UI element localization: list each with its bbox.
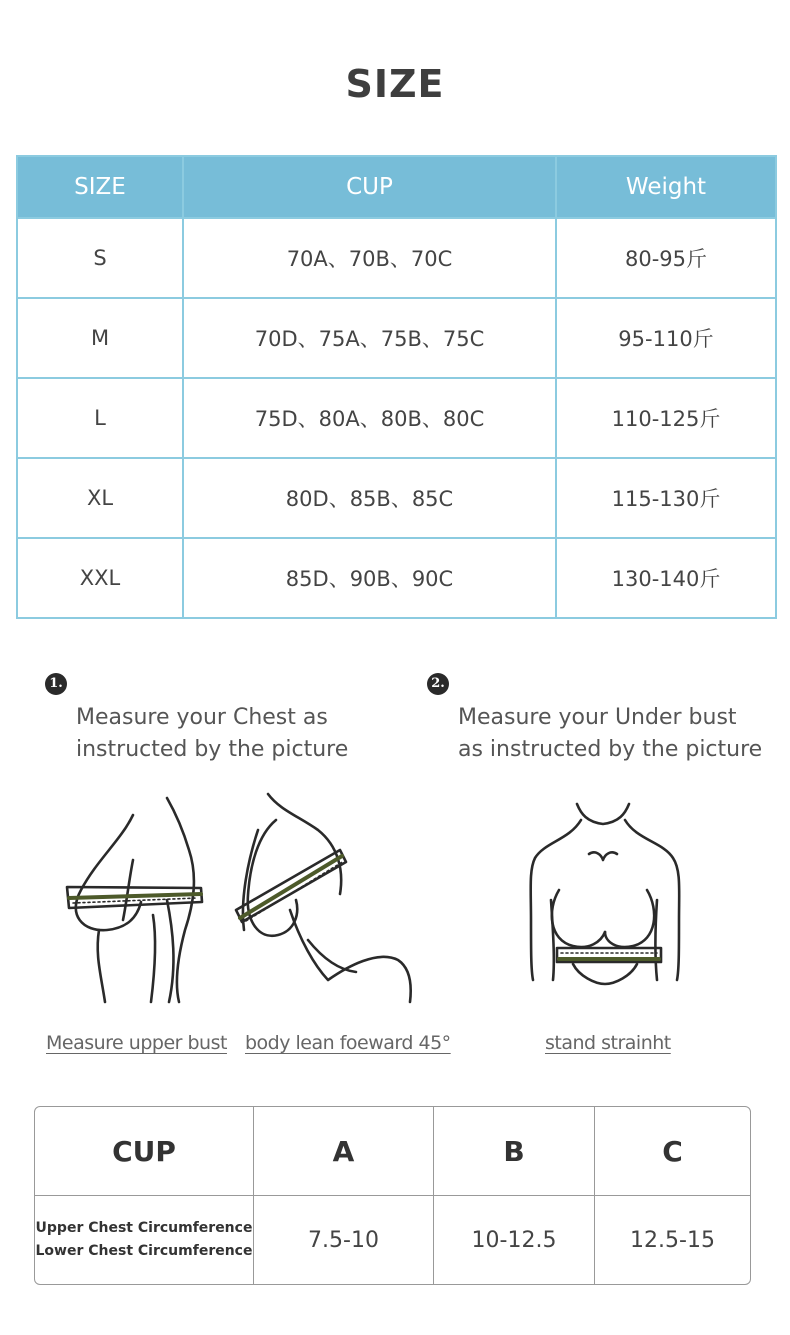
page-title: SIZE — [345, 62, 445, 106]
size-cell: XL — [17, 458, 183, 538]
cup-b-header: B — [434, 1107, 595, 1196]
weight-cell: 95-110斤 — [556, 298, 776, 378]
cup-value-row — [35, 1196, 750, 1284]
step-2-instructions — [458, 702, 762, 766]
cup-column-header: CUP — [183, 156, 556, 218]
cup-header-label: CUP — [35, 1107, 254, 1196]
caption-measure-upper-bust: Measure upper bust — [46, 1032, 227, 1054]
weight-column-header: Weight — [556, 156, 776, 218]
step-2-line-2: as instructed by the picture — [458, 737, 763, 762]
cup-header-row — [35, 1107, 750, 1196]
cup-cell: 70A、70B、70C — [183, 218, 556, 298]
upper-bust-illustration — [55, 790, 220, 1010]
step-1-line-2: instructed by the picture — [76, 737, 349, 762]
cup-b-value: 10-12.5 — [434, 1196, 595, 1284]
cup-c-value: 12.5-15 — [630, 1227, 715, 1253]
lower-chest-label: Lower Chest Circumference — [35, 1243, 253, 1259]
under-bust-illustration — [525, 800, 695, 1000]
size-cell: S — [17, 218, 183, 298]
upper-chest-label: Upper Chest Circumference — [35, 1220, 253, 1236]
cup-difference-table — [34, 1106, 751, 1285]
caption-body-lean-forward: body lean foeward 45° — [245, 1032, 451, 1054]
size-cell: L — [17, 378, 183, 458]
weight-cell: 110-125斤 — [556, 378, 776, 458]
table-row — [17, 218, 776, 298]
cup-c-header: C — [595, 1107, 750, 1196]
size-cell: M — [17, 298, 183, 378]
cup-cell: 85D、90B、90C — [183, 538, 556, 618]
cup-cell: 75D、80A、80B、80C — [183, 378, 556, 458]
size-chart-table — [16, 155, 777, 619]
table-row — [17, 378, 776, 458]
weight-cell: 130-140斤 — [556, 538, 776, 618]
cup-a-value: 7.5-10 — [254, 1196, 434, 1284]
table-row — [17, 458, 776, 538]
cup-cell: 70D、75A、75B、75C — [183, 298, 556, 378]
circumference-difference-label — [35, 1196, 254, 1284]
cup-a-header: A — [254, 1107, 434, 1196]
lean-forward-illustration — [228, 790, 418, 1010]
step-1-badge: 1. — [45, 673, 67, 695]
size-column-header: SIZE — [17, 156, 183, 218]
step-1-instructions — [76, 702, 348, 766]
cup-cell: 80D、85B、85C — [183, 458, 556, 538]
table-row — [17, 538, 776, 618]
weight-cell: 115-130斤 — [556, 458, 776, 538]
step-2-line-1: Measure your Under bust — [458, 705, 737, 730]
size-table-header-row — [17, 156, 776, 218]
weight-cell: 80-95斤 — [556, 218, 776, 298]
table-row — [17, 298, 776, 378]
caption-stand-straight: stand strainht — [545, 1032, 671, 1054]
step-2-badge: 2. — [427, 673, 449, 695]
size-cell: XXL — [17, 538, 183, 618]
step-1-line-1: Measure your Chest as — [76, 705, 328, 730]
